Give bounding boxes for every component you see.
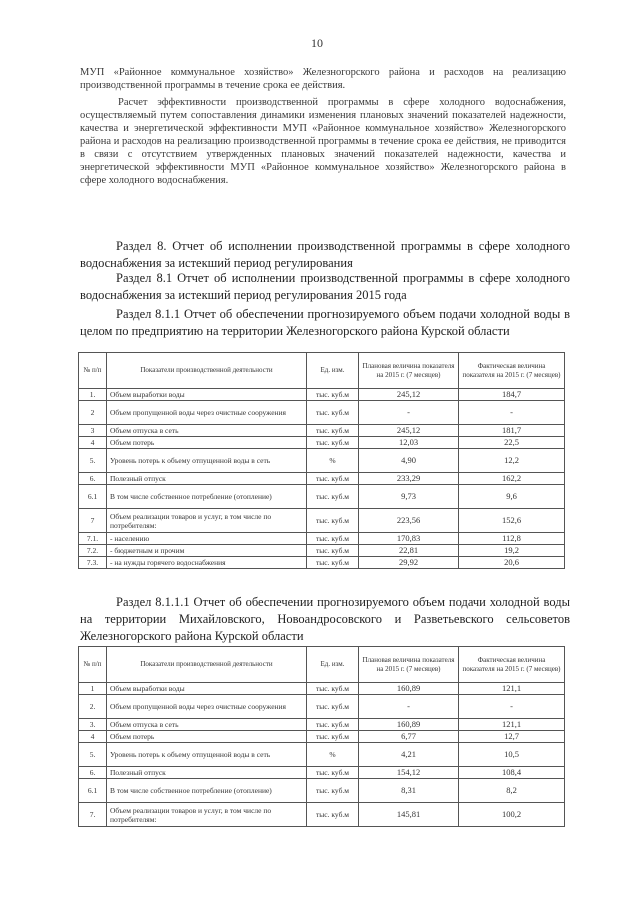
row-unit: тыс. куб.м bbox=[307, 731, 359, 743]
row-planned-value: 170,83 bbox=[359, 533, 459, 545]
header-planned: Плановая величина показателя на 2015 г. (7 месяцев) bbox=[359, 647, 459, 683]
table-row bbox=[79, 683, 565, 695]
table-row bbox=[79, 767, 565, 779]
row-indicator: - населению bbox=[107, 533, 307, 545]
row-unit: тыс. куб.м bbox=[307, 509, 359, 533]
row-planned-value: 160,89 bbox=[359, 683, 459, 695]
production-table-total bbox=[78, 352, 565, 569]
row-number: 1 bbox=[79, 683, 107, 695]
table-row bbox=[79, 437, 565, 449]
row-actual-value: 121,1 bbox=[459, 719, 565, 731]
row-number: 6.1 bbox=[79, 485, 107, 509]
row-number: 7 bbox=[79, 509, 107, 533]
row-planned-value: 29,92 bbox=[359, 557, 459, 569]
row-number: 2. bbox=[79, 695, 107, 719]
row-actual-value: - bbox=[459, 401, 565, 425]
row-number: 6. bbox=[79, 473, 107, 485]
row-indicator: Полезный отпуск bbox=[107, 473, 307, 485]
table-row bbox=[79, 743, 565, 767]
row-number: 5. bbox=[79, 449, 107, 473]
row-actual-value: 100,2 bbox=[459, 803, 565, 827]
row-actual-value: - bbox=[459, 695, 565, 719]
row-unit: тыс. куб.м bbox=[307, 803, 359, 827]
table-row bbox=[79, 401, 565, 425]
row-indicator: Объем пропущенной воды через очистные сооружения bbox=[107, 401, 307, 425]
section-8-1-heading: Раздел 8.1 Отчет об исполнении производственной программы в сфере холодного водоснабжения за истекший период регулирования 2015 года bbox=[80, 271, 570, 302]
row-number: 4 bbox=[79, 731, 107, 743]
row-indicator: Полезный отпуск bbox=[107, 767, 307, 779]
row-unit: тыс. куб.м bbox=[307, 389, 359, 401]
row-indicator: Объем пропущенной воды через очистные сооружения bbox=[107, 695, 307, 719]
row-indicator: Объем потерь bbox=[107, 437, 307, 449]
row-actual-value: 108,4 bbox=[459, 767, 565, 779]
row-unit: тыс. куб.м bbox=[307, 485, 359, 509]
table-row bbox=[79, 803, 565, 827]
row-planned-value: 245,12 bbox=[359, 389, 459, 401]
table-row bbox=[79, 473, 565, 485]
row-number: 7.1. bbox=[79, 533, 107, 545]
row-unit: тыс. куб.м bbox=[307, 437, 359, 449]
row-actual-value: 22,5 bbox=[459, 437, 565, 449]
row-actual-value: 20,6 bbox=[459, 557, 565, 569]
row-planned-value: - bbox=[359, 401, 459, 425]
row-actual-value: 184,7 bbox=[459, 389, 565, 401]
table-row bbox=[79, 731, 565, 743]
row-indicator: Объем отпуска в сеть bbox=[107, 425, 307, 437]
header-planned: Плановая величина показателя на 2015 г. (7 месяцев) bbox=[359, 353, 459, 389]
row-indicator: В том числе собственное потребление (отопление) bbox=[107, 485, 307, 509]
section-8-1-1-1-heading: Раздел 8.1.1.1 Отчет об обеспечении прогнозируемого объем подачи холодной воды на территории Михайловского, Новоандросовского и Разветьевского сельсоветов Железногорского района Курской области bbox=[80, 595, 570, 643]
row-planned-value: 223,56 bbox=[359, 509, 459, 533]
row-actual-value: 19,2 bbox=[459, 545, 565, 557]
row-number: 6. bbox=[79, 767, 107, 779]
row-actual-value: 10,5 bbox=[459, 743, 565, 767]
row-actual-value: 162,2 bbox=[459, 473, 565, 485]
row-number: 6.1 bbox=[79, 779, 107, 803]
row-number: 4 bbox=[79, 437, 107, 449]
table-row bbox=[79, 545, 565, 557]
row-indicator: - на нужды горячего водоснабжения bbox=[107, 557, 307, 569]
header-unit: Ед. изм. bbox=[307, 353, 359, 389]
table-row bbox=[79, 695, 565, 719]
row-indicator: Объем выработки воды bbox=[107, 683, 307, 695]
row-planned-value: 12,03 bbox=[359, 437, 459, 449]
table-row bbox=[79, 449, 565, 473]
row-planned-value: 4,90 bbox=[359, 449, 459, 473]
table-row bbox=[79, 533, 565, 545]
header-indicator: Показатели производственной деятельности bbox=[107, 647, 307, 683]
row-number: 7. bbox=[79, 803, 107, 827]
header-actual: Фактическая величина показателя на 2015 г. (7 месяцев) bbox=[459, 647, 565, 683]
paragraph-2: Расчет эффективности производственной программы в сфере холодного водоснабжения, осуществляемый путем сопоставления динамики изменения плановых значений показателей надежности, качества и энергетической эффективности МУП «Районное коммунальное хозяйство» Железногорского района и расходов на реализацию производственной программы в течение срока ее действия, не приводится в связи с отсутствием утвержденных плановых значений показателей надежности, качества и энергетической эффективности МУП «Районное коммунальное хозяйство» Железногорского района в сфере холодного водоснабжения. bbox=[80, 97, 566, 186]
row-planned-value: 160,89 bbox=[359, 719, 459, 731]
header-number: № п/п bbox=[79, 353, 107, 389]
row-indicator: Объем отпуска в сеть bbox=[107, 719, 307, 731]
row-indicator: Уровень потерь к объему отпущенной воды в сеть bbox=[107, 449, 307, 473]
row-planned-value: 233,29 bbox=[359, 473, 459, 485]
table-row bbox=[79, 389, 565, 401]
page-number: 10 bbox=[311, 36, 323, 50]
table-header-row bbox=[79, 353, 565, 389]
row-planned-value: 6,77 bbox=[359, 731, 459, 743]
header-actual: Фактическая величина показателя на 2015 г. (7 месяцев) bbox=[459, 353, 565, 389]
row-planned-value: 22,81 bbox=[359, 545, 459, 557]
row-planned-value: 245,12 bbox=[359, 425, 459, 437]
table-row bbox=[79, 485, 565, 509]
production-table-councils bbox=[78, 646, 565, 827]
row-planned-value: 4,21 bbox=[359, 743, 459, 767]
row-indicator: Объем выработки воды bbox=[107, 389, 307, 401]
row-unit: тыс. куб.м bbox=[307, 533, 359, 545]
row-unit: % bbox=[307, 743, 359, 767]
row-unit: тыс. куб.м bbox=[307, 545, 359, 557]
row-planned-value: 8,31 bbox=[359, 779, 459, 803]
table-row bbox=[79, 509, 565, 533]
row-indicator: В том числе собственное потребление (отопление) bbox=[107, 779, 307, 803]
row-indicator: Объем потерь bbox=[107, 731, 307, 743]
row-planned-value: 154,12 bbox=[359, 767, 459, 779]
row-unit: тыс. куб.м bbox=[307, 401, 359, 425]
row-actual-value: 181,7 bbox=[459, 425, 565, 437]
table-row bbox=[79, 557, 565, 569]
row-actual-value: 152,6 bbox=[459, 509, 565, 533]
row-indicator: Объем реализации товаров и услуг, в том числе по потребителям: bbox=[107, 509, 307, 533]
table-row bbox=[79, 719, 565, 731]
row-unit: % bbox=[307, 449, 359, 473]
header-unit: Ед. изм. bbox=[307, 647, 359, 683]
row-actual-value: 9,6 bbox=[459, 485, 565, 509]
row-number: 5. bbox=[79, 743, 107, 767]
table-header-row bbox=[79, 647, 565, 683]
table-row bbox=[79, 425, 565, 437]
row-number: 1. bbox=[79, 389, 107, 401]
section-8-1-1-heading: Раздел 8.1.1 Отчет об обеспечении прогнозируемого объем подачи холодной воды в целом по предприятию на территории Железногорского района Курской области bbox=[80, 307, 570, 338]
row-unit: тыс. куб.м bbox=[307, 719, 359, 731]
row-planned-value: - bbox=[359, 695, 459, 719]
row-indicator: - бюджетным и прочим bbox=[107, 545, 307, 557]
row-actual-value: 112,8 bbox=[459, 533, 565, 545]
row-unit: тыс. куб.м bbox=[307, 557, 359, 569]
row-actual-value: 12,2 bbox=[459, 449, 565, 473]
row-unit: тыс. куб.м bbox=[307, 473, 359, 485]
row-planned-value: 9,73 bbox=[359, 485, 459, 509]
row-unit: тыс. куб.м bbox=[307, 695, 359, 719]
row-number: 7.2. bbox=[79, 545, 107, 557]
paragraph-1: МУП «Районное коммунальное хозяйство» Железногорского района и расходов на реализацию производственной программы в течение срока ее действия. bbox=[80, 67, 566, 91]
row-number: 2 bbox=[79, 401, 107, 425]
row-planned-value: 145,81 bbox=[359, 803, 459, 827]
row-actual-value: 121,1 bbox=[459, 683, 565, 695]
row-unit: тыс. куб.м bbox=[307, 683, 359, 695]
section-8-heading: Раздел 8. Отчет об исполнении производственной программы в сфере холодного водоснабжения за истекший период регулирования bbox=[80, 239, 570, 270]
table-row bbox=[79, 779, 565, 803]
row-actual-value: 8,2 bbox=[459, 779, 565, 803]
row-unit: тыс. куб.м bbox=[307, 779, 359, 803]
row-number: 3 bbox=[79, 425, 107, 437]
row-indicator: Уровень потерь к объему отпущенной воды в сеть bbox=[107, 743, 307, 767]
header-indicator: Показатели производственной деятельности bbox=[107, 353, 307, 389]
row-unit: тыс. куб.м bbox=[307, 425, 359, 437]
row-unit: тыс. куб.м bbox=[307, 767, 359, 779]
row-actual-value: 12,7 bbox=[459, 731, 565, 743]
row-number: 7.3. bbox=[79, 557, 107, 569]
header-number: № п/п bbox=[79, 647, 107, 683]
row-indicator: Объем реализации товаров и услуг, в том числе по потребителям: bbox=[107, 803, 307, 827]
row-number: 3. bbox=[79, 719, 107, 731]
